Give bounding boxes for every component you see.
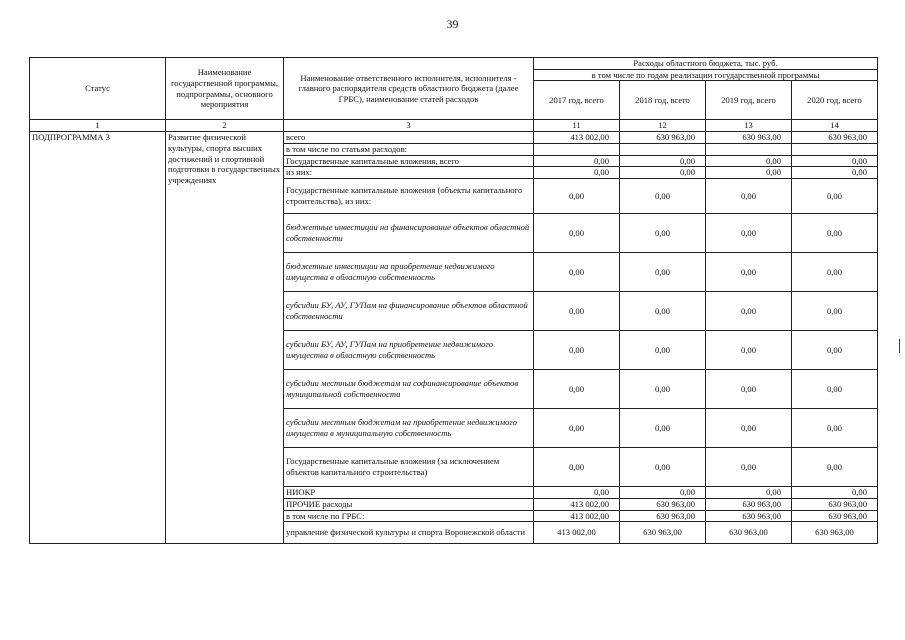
row-label: Государственные капитальные вложения, всего [284,155,534,167]
value-cell: 630 963,00 [792,522,878,544]
value-cell: 0,00 [534,179,620,214]
column-numbers-row [30,120,878,132]
table-row [30,132,878,144]
header-executor: Наименование ответственного исполнителя, исполнителя - главного распорядителя средств областного бюджета (далее ГРБС), наименование статей расходов [284,58,534,120]
value-cell: 0,00 [792,167,878,179]
row-label: бюджетные инвестиции на финансирование объектов областной собственности [284,214,534,253]
value-cell: 0,00 [792,448,878,487]
value-cell: 0,00 [792,292,878,331]
header-expenses: Расходы областного бюджета, тыс. руб. [534,58,878,70]
value-cell: 0,00 [620,253,706,292]
value-cell: 630 963,00 [620,510,706,522]
value-cell: 0,00 [620,155,706,167]
margin-mark [899,339,900,353]
value-cell: 630 963,00 [620,498,706,510]
value-cell: 0,00 [534,292,620,331]
column-number: 2 [166,120,284,132]
value-cell: 0,00 [620,331,706,370]
value-cell: 0,00 [620,370,706,409]
header-by-years: в том числе по годам реализации государственной программы [534,69,878,81]
value-cell: 0,00 [534,253,620,292]
value-cell: 0,00 [706,370,792,409]
value-cell: 0,00 [792,409,878,448]
value-cell: 0,00 [706,155,792,167]
value-cell: 630 963,00 [792,510,878,522]
value-cell: 0,00 [792,179,878,214]
value-cell: 630 963,00 [706,522,792,544]
row-label: всего [284,132,534,144]
value-cell: 0,00 [534,155,620,167]
value-cell [706,143,792,155]
value-cell: 630 963,00 [706,498,792,510]
value-cell: 0,00 [706,292,792,331]
value-cell: 0,00 [792,214,878,253]
value-cell: 413 002,00 [534,510,620,522]
row-label: бюджетные инвестиции на приобретение недвижимого имущества в областную собственность [284,253,534,292]
row-label: Государственные капитальные вложения (за исключением объектов капитального строительства) [284,448,534,487]
value-cell [792,143,878,155]
column-number: 14 [792,120,878,132]
row-label: ПРОЧИЕ расходы [284,498,534,510]
value-cell: 0,00 [706,214,792,253]
row-label: в том числе по ГРБС: [284,510,534,522]
budget-table [29,57,878,544]
value-cell: 0,00 [620,167,706,179]
column-number: 3 [284,120,534,132]
column-number: 11 [534,120,620,132]
row-label: управление физической культуры и спорта Воронежской области [284,522,534,544]
value-cell: 0,00 [792,155,878,167]
value-cell: 0,00 [706,487,792,499]
row-label: субсидии БУ, АУ, ГУПам на финансирование объектов областной собственности [284,292,534,331]
value-cell: 630 963,00 [620,132,706,144]
header-program-name: Наименование государственной программы, подпрограммы, основного мероприятия [166,58,284,120]
value-cell: 0,00 [620,179,706,214]
row-label: субсидии БУ, АУ, ГУПам на приобретение недвижимого имущества в областную собственность [284,331,534,370]
value-cell: 0,00 [620,487,706,499]
value-cell [534,143,620,155]
value-cell: 0,00 [706,331,792,370]
value-cell: 0,00 [534,331,620,370]
value-cell: 0,00 [792,331,878,370]
header-year-2017: 2017 год, всего [534,81,620,120]
row-label: субсидии местным бюджетам на приобретение недвижимого имущества в муниципальную собственность [284,409,534,448]
value-cell: 0,00 [620,214,706,253]
value-cell: 0,00 [706,179,792,214]
row-label: субсидии местным бюджетам на софинансирование объектов муниципальной собственности [284,370,534,409]
value-cell: 0,00 [534,409,620,448]
value-cell: 0,00 [534,448,620,487]
row-label: в том числе по статьям расходов: [284,143,534,155]
column-number: 1 [30,120,166,132]
value-cell: 0,00 [706,448,792,487]
value-cell: 0,00 [706,409,792,448]
header-status: Статус [30,58,166,120]
value-cell: 630 963,00 [792,132,878,144]
row-label: НИОКР [284,487,534,499]
value-cell: 0,00 [534,167,620,179]
value-cell: 630 963,00 [792,498,878,510]
value-cell: 0,00 [792,253,878,292]
value-cell: 0,00 [620,409,706,448]
row-label: из них: [284,167,534,179]
value-cell: 0,00 [706,253,792,292]
value-cell: 0,00 [534,214,620,253]
header-year-2020: 2020 год, всего [792,81,878,120]
value-cell: 0,00 [706,167,792,179]
value-cell [620,143,706,155]
value-cell: 0,00 [792,487,878,499]
value-cell: 0,00 [534,487,620,499]
page-number: 39 [446,17,459,31]
program-name-cell: Развитие физической культуры, спорта высших достижений и спортивной подготовки в государственных учреждениях [166,132,284,544]
value-cell: 413 002,00 [534,498,620,510]
value-cell: 630 963,00 [620,522,706,544]
value-cell: 413 002,00 [534,132,620,144]
value-cell: 0,00 [620,448,706,487]
column-number: 12 [620,120,706,132]
header-year-2019: 2019 год, всего [706,81,792,120]
value-cell: 0,00 [620,292,706,331]
status-cell: ПОДПРОГРАММА 3 [30,132,166,544]
value-cell: 0,00 [534,370,620,409]
value-cell: 630 963,00 [706,510,792,522]
header-year-2018: 2018 год, всего [620,81,706,120]
value-cell: 413 002,00 [534,522,620,544]
row-label: Государственные капитальные вложения (объекты капитального строительства), из них: [284,179,534,214]
value-cell: 630 963,00 [706,132,792,144]
column-number: 13 [706,120,792,132]
value-cell: 0,00 [792,370,878,409]
